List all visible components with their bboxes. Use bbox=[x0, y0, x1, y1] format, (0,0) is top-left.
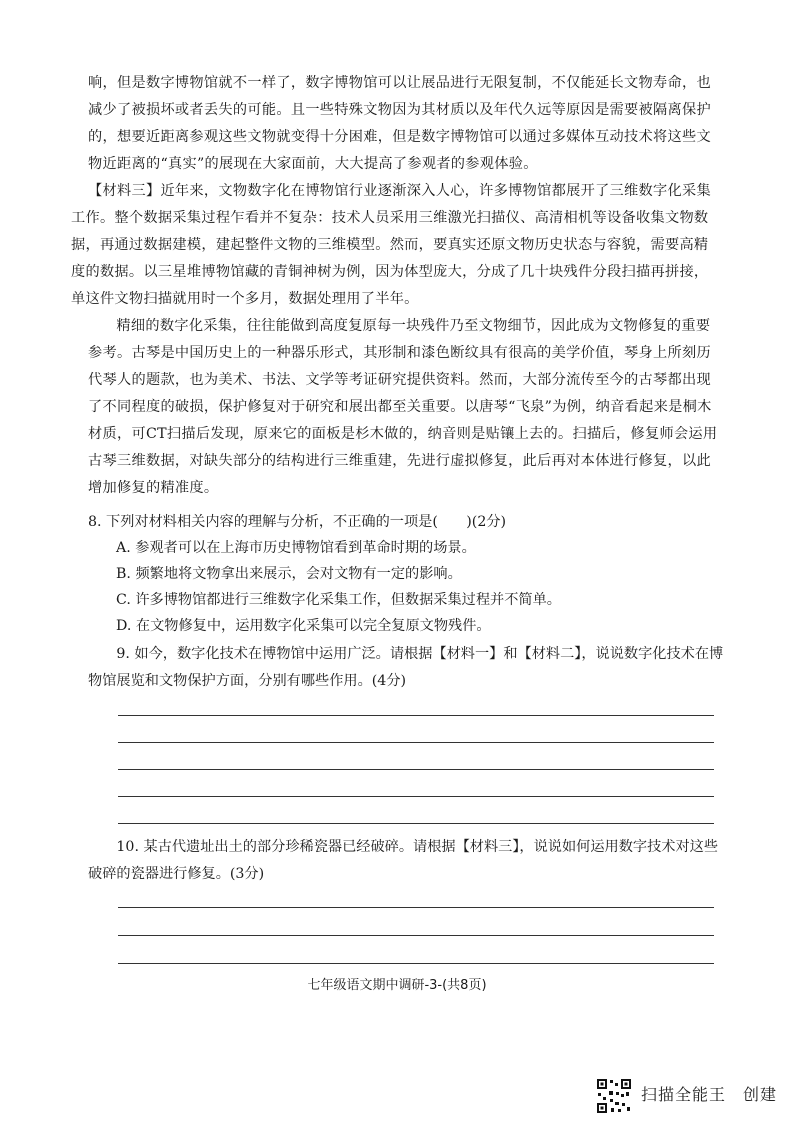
page-footer: 七年级语文期中调研-3-(共8页) bbox=[307, 978, 487, 993]
passage-paragraph-1: 响，但是数字博物馆就不一样了，数字博物馆可以让展品进行无限复制，不仅能延长文物寿命，也减少了被损坏或者丢失的可能。且一些特殊文物因为其材质以及年代久远等原因是需要被隔离保护的，想要近距离参观这些文物就变得十分困难，但是数字博物馆可以通过多媒体互动技术将这些文物近距离的“真实”的展现在大家面前，大大提高了参观者的参观体验。 bbox=[88, 75, 711, 172]
answer-line[interactable] bbox=[118, 907, 714, 908]
question-8-option-d: D. 在文物修复中，运用数字化采集可以完全复原文物残件。 bbox=[116, 618, 491, 634]
answer-line[interactable] bbox=[118, 769, 714, 770]
question-8-option-a: A. 参观者可以在上海市历史博物馆看到革命时期的场景。 bbox=[116, 540, 476, 556]
question-8-stem: 8. 下列对材料相关内容的理解与分析，不正确的一项是( )(2分) bbox=[88, 514, 507, 530]
answer-line[interactable] bbox=[118, 963, 714, 964]
answer-line[interactable] bbox=[118, 935, 714, 936]
question-8-option-b: B. 频繁地将文物拿出来展示，会对文物有一定的影响。 bbox=[116, 566, 462, 582]
material-three-paragraph: 【材料三】近年来，文物数字化在博物馆行业逐渐深入人心，许多博物馆都展开了三维数字化采集工作。整个数据采集过程乍看并不复杂：技术人员采用三维激光扫描仪、高清相机等设备收集文物数据，再通过数据建模，建起整件文物的三维模型。然而，要真实还原文物历史状态与容貌，需要高精度的数据。以三星堆博物馆藏的青铜神树为例，因为体型庞大，分成了几十块残件分段扫描再拼接，单这件文物扫描就用时一个多月，数据处理用了半年。 bbox=[70, 183, 711, 307]
qr-code-icon bbox=[596, 1078, 632, 1114]
question-10-stem: 10. 某古代遗址出土的部分珍稀瓷器已经破碎。请根据【材料三】，说说如何运用数字技术对这些破碎的瓷器进行修复。(3分) bbox=[88, 839, 719, 882]
scanner-watermark: 扫描全能王 创建 bbox=[641, 1085, 778, 1104]
passage-paragraph-3: 精细的数字化采集，往往能做到高度复原每一块残件乃至文物细节，因此成为文物修复的重要参考。古琴是中国历史上的一种器乐形式，其形制和漆色断纹具有很高的美学价值，琴身上所刻历代琴人的题款，也为美术、书法、文学等考证研究提供资料。然而，大部分流传至今的古琴都出现了不同程度的破损，保护修复对于研究和展出都至关重要。以唐琴“飞泉”为例，纳音看起来是桐木材质，可CT扫描后发现，原来它的面板是杉木做的，纳音则是贴镶上去的。扫描后，修复师会运用古琴三维数据，对缺失部分的结构进行三维重建，先进行虚拟修复，此后再对本体进行修复，以此增加修复的精准度。 bbox=[88, 318, 718, 496]
answer-line[interactable] bbox=[118, 715, 714, 716]
answer-line[interactable] bbox=[118, 823, 714, 824]
question-8-option-c: C. 许多博物馆都进行三维数字化采集工作，但数据采集过程并不简单。 bbox=[116, 592, 561, 608]
passage-text bbox=[70, 70, 718, 502]
question-9-stem: 9. 如今，数字化技术在博物馆中运用广泛。请根据【材料一】和【材料二】，说说数字化技术在博物馆展览和文物保护方面，分别有哪些作用。(4分) bbox=[88, 646, 724, 689]
answer-line[interactable] bbox=[118, 796, 714, 797]
answer-line[interactable] bbox=[118, 742, 714, 743]
